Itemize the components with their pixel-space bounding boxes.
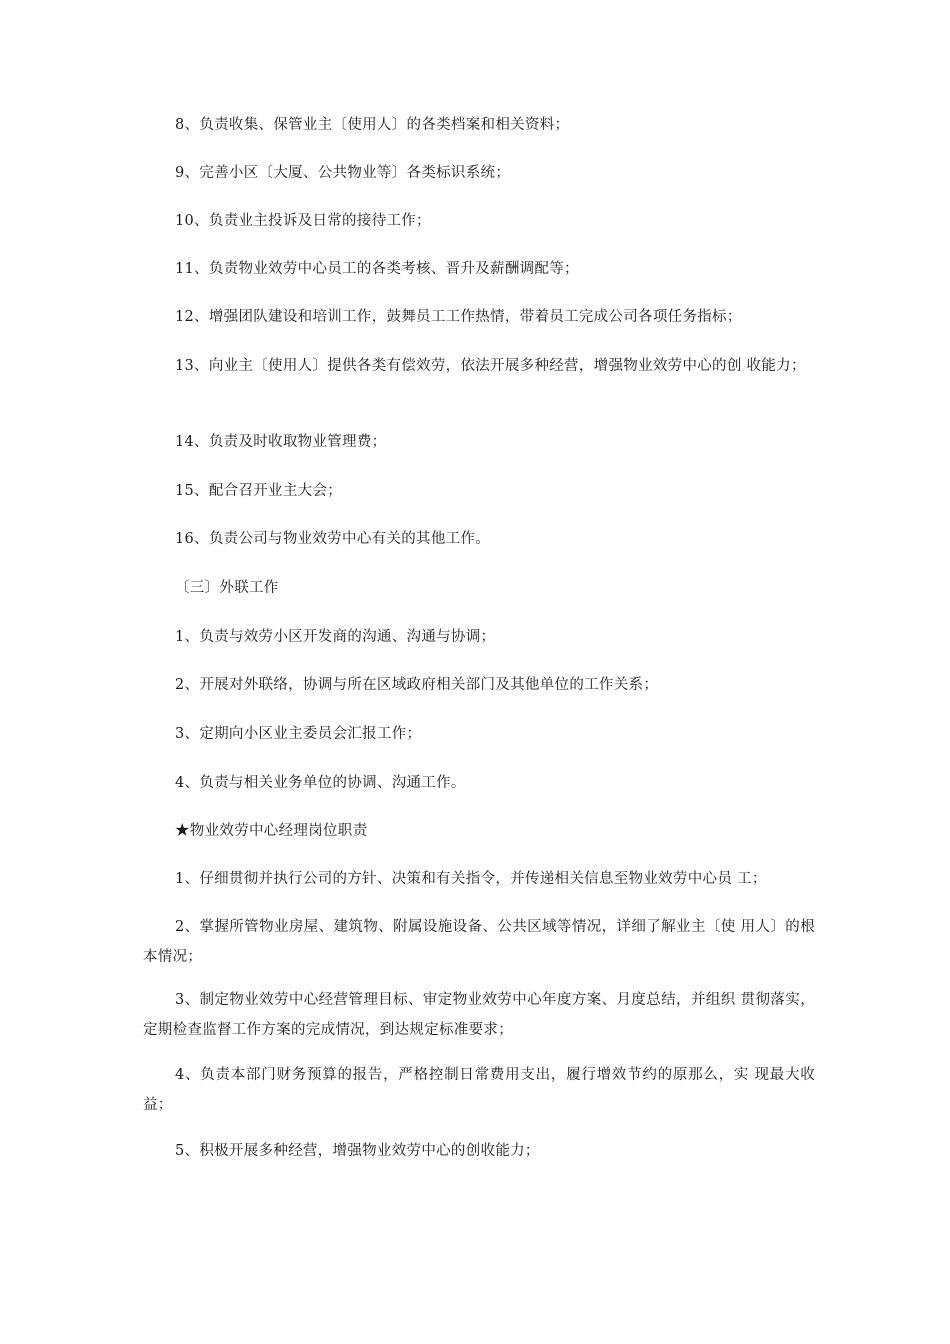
paragraph-item-11: 11、负责物业效劳中心员工的各类考核、晋升及薪酬调配等； bbox=[175, 261, 579, 277]
paragraph-external-1: 1、负责与效劳小区开发商的沟通、沟通与协调； bbox=[175, 629, 496, 645]
paragraph-item-12: 12、增强团队建设和培训工作，鼓舞员工工作热情，带着员工完成公司各项任务指标； bbox=[175, 309, 742, 325]
paragraph-item-9: 9、完善小区〔大厦、公共物业等〕各类标识系统； bbox=[175, 165, 511, 181]
paragraph-manager-2: 2、掌握所管物业房屋、建筑物、附属设施设备、公共区域等情况，详细了解业主〔使 用人〕的根本情况； bbox=[143, 919, 815, 965]
paragraph-item-15: 15、配合召开业主大会； bbox=[175, 483, 343, 499]
paragraph-external-2: 2、开展对外联络，协调与所在区域政府相关部门及其他单位的工作关系； bbox=[175, 677, 659, 693]
paragraph-item-8: 8、负责收集、保管业主〔使用人〕的各类档案和相关资料； bbox=[175, 117, 570, 133]
paragraph-item-13: 13、向业主〔使用人〕提供各类有偿效劳，依法开展多种经营，增强物业效劳中心的创 收能力； bbox=[175, 358, 806, 374]
paragraph-external-4: 4、负责与相关业务单位的协调、沟通工作。 bbox=[175, 775, 466, 791]
paragraph-manager-4: 4、负责本部门财务预算的报告，严格控制日常费用支出，履行增效节约的原那么，实 现最大收益； bbox=[143, 1067, 815, 1113]
paragraph-manager-1: 1、仔细贯彻并执行公司的方针、决策和有关指令，并传递相关信息至物业效劳中心员 工； bbox=[175, 871, 767, 887]
paragraph-manager-5: 5、积极开展多种经营，增强物业效劳中心的创收能力； bbox=[175, 1143, 540, 1159]
paragraph-item-16: 16、负责公司与物业效劳中心有关的其他工作。 bbox=[175, 531, 491, 547]
section-heading-external-relations: 〔三〕外联工作 bbox=[175, 580, 279, 596]
paragraph-external-3: 3、定期向小区业主委员会汇报工作； bbox=[175, 726, 422, 742]
paragraph-item-14: 14、负责及时收取物业管理费； bbox=[175, 434, 387, 450]
paragraph-manager-3: 3、制定物业效劳中心经营管理目标、审定物业效劳中心年度方案、月度总结，并组织 贯彻落实，定期检查监督工作方案的完成情况，到达规定标准要求； bbox=[143, 992, 815, 1038]
section-heading-manager-duties: ★物业效劳中心经理岗位职责 bbox=[175, 823, 368, 839]
paragraph-item-10: 10、负责业主投诉及日常的接待工作； bbox=[175, 213, 431, 229]
